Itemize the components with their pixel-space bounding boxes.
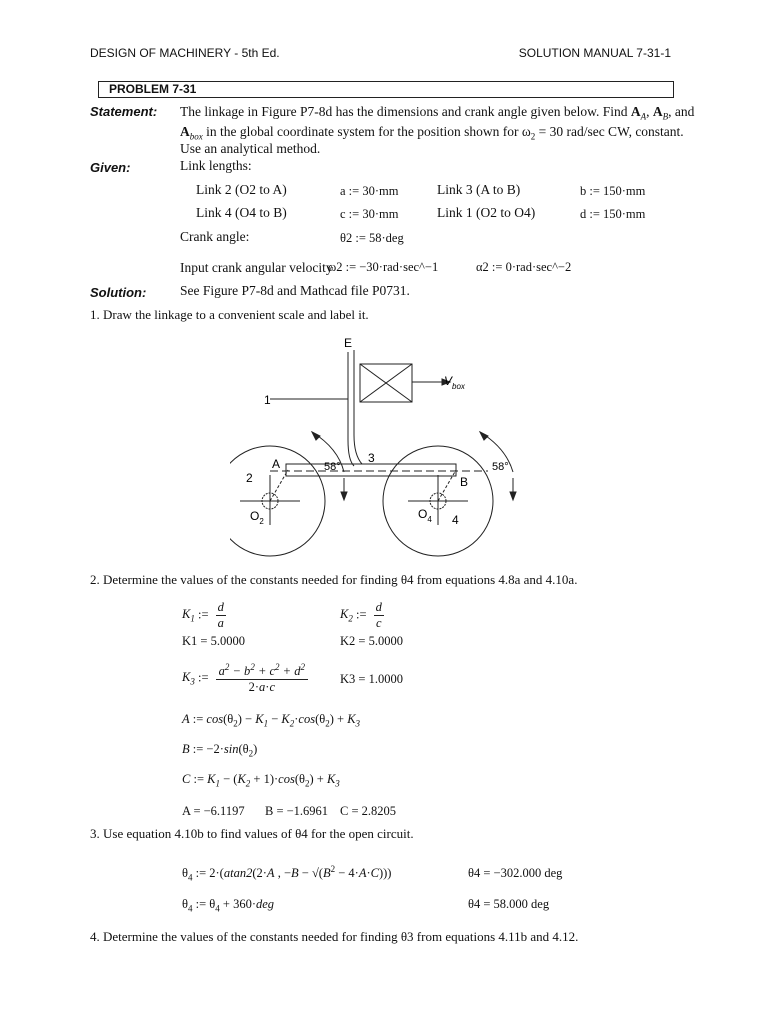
crank-angle-label: Crank angle: [180, 229, 250, 244]
running-header-left: DESIGN OF MACHINERY - 5th Ed. [90, 46, 280, 60]
member-e-left [348, 352, 354, 466]
label-a: A [272, 457, 281, 471]
link3-value: b := 150·mm [580, 184, 646, 198]
theta4-definition: $\theta_4$ := 2·(atan2(2·A , $-B - √(B^2 - 4\cdot A\cdot C)$)) [182, 864, 392, 883]
label-link-4: 4 [452, 513, 459, 527]
statement-label: Statement: [90, 104, 158, 119]
solution-label: Solution: [90, 285, 147, 300]
link3-label: Link 3 (A to B) [437, 182, 521, 197]
c-result: C = 2.8205 [340, 804, 397, 818]
a-definition: A := $\cos(\theta_2) - K_1 - K_2\cdot\cos(\theta_2) + K_3$ [182, 712, 361, 729]
step-2: 2. Determine the values of the constants needed for finding θ4 from equations 4.8a and 4.10a. [90, 572, 578, 587]
theta4-result-1: θ4 = −302.000 deg [468, 866, 563, 880]
label-b: B [460, 475, 469, 489]
link1-label: Link 1 (O2 to O4) [437, 205, 536, 220]
problem-title-box [98, 81, 674, 98]
k1-definition: $K_1$ := $\frac{d}{a}$ [182, 600, 224, 630]
coupler-link-3 [286, 464, 456, 476]
link4-label: Link 4 (O4 to B) [196, 205, 287, 220]
member-e-right [354, 350, 362, 464]
link1-value: d := 150·mm [580, 207, 646, 221]
k3-definition: $K_3$ := $\frac{a^2 - b^2 + c^2 + d^2}{2\cdot a\cdot c}$ [182, 662, 308, 695]
given-label: Given: [90, 160, 131, 175]
label-o4: $O_4$ [418, 507, 432, 524]
label-angle-left: 58° [324, 461, 341, 473]
b-definition: B := $-2\cdot\sin(\theta_2)$ [182, 742, 258, 759]
label-e: E [344, 336, 353, 350]
problem-title: PROBLEM 7-31 [109, 82, 197, 96]
solution-text: See Figure P7-8d and Mathcad file P0731. [180, 283, 410, 298]
a-result: A = −6.1197 [182, 804, 245, 818]
label-link-3: 3 [368, 451, 375, 465]
statement-line-3: Use an analytical method. [180, 141, 321, 156]
k2-result: K2 = 5.0000 [340, 634, 403, 648]
running-header-right: SOLUTION MANUAL 7-31-1 [518, 46, 671, 60]
theta4-result-2: θ4 = 58.000 deg [468, 897, 550, 911]
link-lengths-label: Link lengths: [180, 158, 252, 173]
label-vbox: $V_{box}$ [444, 374, 465, 391]
theta4-adjust: $\theta_4$ := $\theta_4 + 360\cdot deg$ [182, 897, 275, 914]
statement-line-2: $A_{box}$ in the global coordinate system for the position shown for $\omega_2 = 30$ rad/sec CW, constant. [180, 124, 684, 142]
k1-result: K1 = 5.0000 [182, 634, 245, 648]
label-link-1: 1 [264, 393, 271, 407]
c-definition: C := $K_1 - (K_2 + 1)\cdot\cos(\theta_2) + K_3$ [182, 772, 340, 789]
b-result: B = −1.6961 [265, 804, 329, 818]
step-4: 4. Determine the values of the constants needed for finding θ3 from equations 4.11b and 4.12. [90, 929, 579, 944]
statement-line-1: The linkage in Figure P7-8d has the dimensions and crank angle given below. Find $A_A$, $A_B$, and [180, 104, 695, 122]
link2-value: a := 30·mm [340, 184, 399, 198]
crank-angle-value: θ2 := 58·deg [340, 231, 404, 245]
angular-accel-value: α2 := 0·rad·sec^−2 [476, 260, 572, 274]
label-link-2: 2 [246, 471, 253, 485]
angular-velocity-label: Input crank angular velocity [180, 260, 333, 275]
linkage-figure [230, 330, 560, 560]
step-1: 1. Draw the linkage to a convenient scale and label it. [90, 307, 369, 322]
link4-value: c := 30·mm [340, 207, 399, 221]
step-3: 3. Use equation 4.10b to find values of θ4 for the open circuit. [90, 826, 414, 841]
k3-result: K3 = 1.0000 [340, 672, 403, 686]
label-angle-right: 58° [492, 461, 509, 473]
label-o2: $O_2$ [250, 509, 264, 526]
link2-label: Link 2 (O2 to A) [196, 182, 287, 197]
k2-definition: $K_2$ := $\frac{d}{c}$ [340, 600, 382, 630]
angular-velocity-value: ω2 := −30·rad·sec^−1 [328, 260, 439, 274]
